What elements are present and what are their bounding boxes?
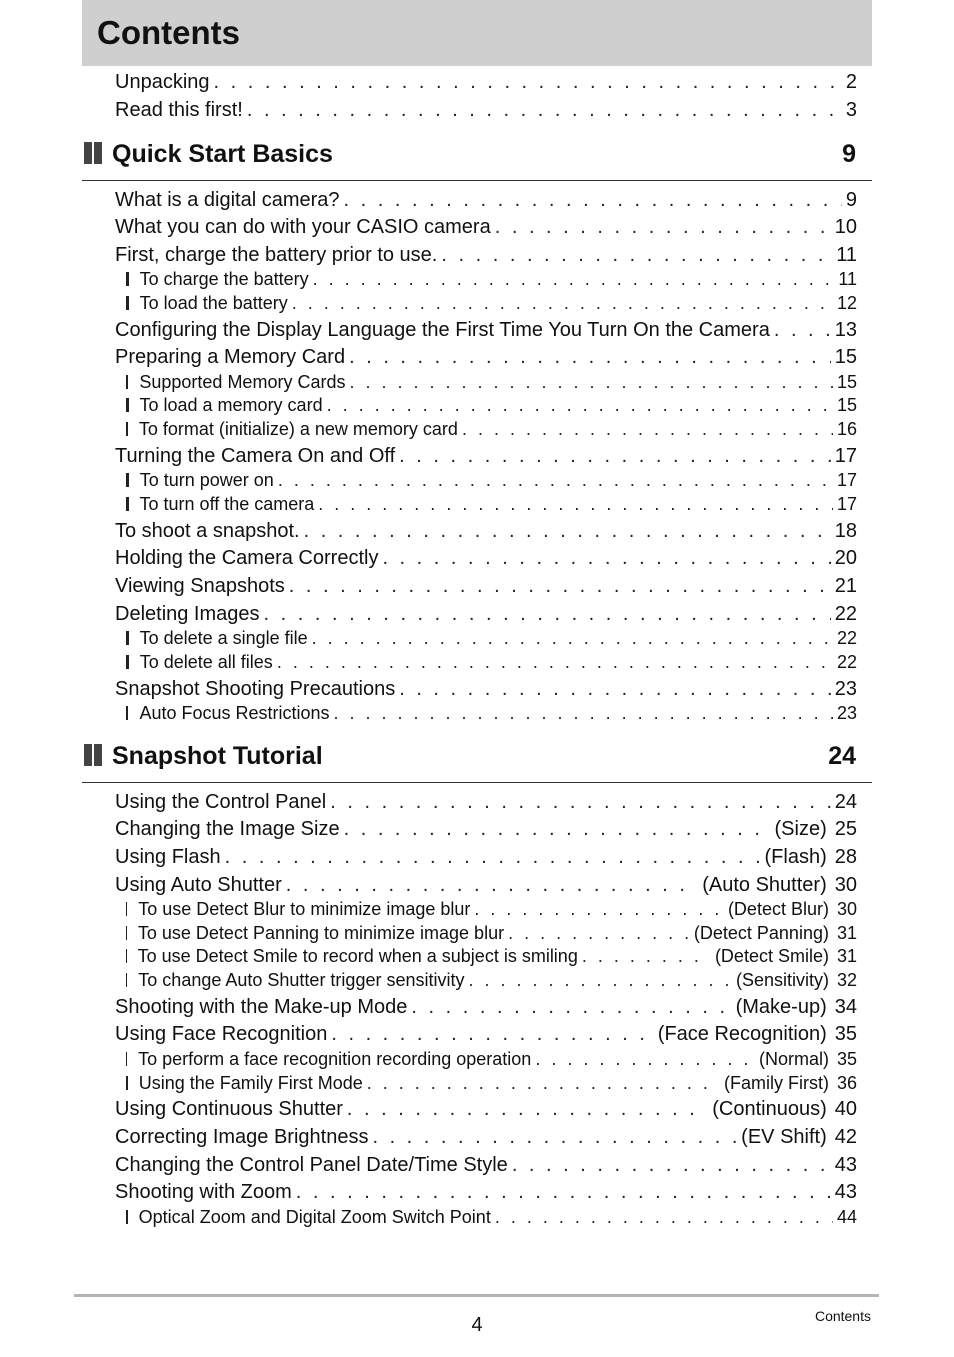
toc-entry-mode-tag: (EV Shift) [741,1126,827,1148]
dot-leader [289,574,831,598]
toc-entry-page: 17 [836,470,857,490]
toc-entry-label: Deleting Images [115,603,260,625]
toc-entry-label: Optical Zoom and Digital Zoom Switch Point [138,1207,491,1227]
bullet-icon [126,949,127,963]
toc-entry-mode-tag: (Face Recognition) [657,1023,827,1045]
toc-entry-to-use-detect-smile-to-record-when-a-subject-is-smiling[interactable] [126,945,857,967]
toc-entry-shooting-with-zoom[interactable] [115,1180,857,1204]
toc-entry-optical-zoom-and-digital-zoom-switch-point[interactable] [126,1206,857,1228]
bullet-icon [126,422,128,436]
dot-leader [312,627,833,649]
toc-entry-label: Turning the Camera On and Off [115,445,396,467]
toc-entry-label: Configuring the Display Language the First Time You Turn On the Camera [115,319,770,341]
dot-leader [535,1048,755,1070]
bullet-icon [126,655,129,669]
toc-entry-page: 25 [834,818,857,840]
toc-entry-page: 32 [836,970,857,990]
toc-entry-label: To delete all files [139,652,273,672]
section-title: Quick Start Basics [112,140,333,168]
dot-leader [582,945,711,967]
toc-entry-turning-the-camera-on-and-off[interactable] [115,444,857,468]
dot-leader [304,519,831,543]
section-page: 24 [828,742,856,770]
toc-entry-page: 2 [845,71,857,93]
toc-entry-label: Preparing a Memory Card [115,346,346,368]
toc-entry-page: 35 [834,1023,857,1045]
toc-entry-to-load-the-battery[interactable] [126,292,857,314]
toc-entry-mode-tag: (Auto Shutter) [702,874,827,896]
toc-entry-changing-the-image-size[interactable] [115,817,857,841]
bullet-icon [126,473,129,487]
dot-leader [399,677,831,701]
toc-entry-label: Auto Focus Restrictions [139,703,330,723]
toc-entry-to-turn-off-the-camera[interactable] [126,493,857,515]
dot-leader [334,702,833,724]
toc-entry-label: Using Flash [115,846,221,868]
toc-entry-using-face-recognition[interactable] [115,1022,857,1046]
toc-entry-to-turn-power-on[interactable] [126,469,857,491]
toc-entry-label: Holding the Camera Correctly [115,547,379,569]
toc-entry-label: To change Auto Shutter trigger sensitivity [138,970,465,990]
dot-leader [264,602,831,626]
toc-entry-auto-focus-restrictions[interactable] [126,702,857,724]
toc-entry-page: 31 [836,946,857,966]
toc-entry-page: 17 [836,494,857,514]
dot-leader [774,318,831,342]
toc-entry-label: To use Detect Smile to record when a subject is smiling [137,946,578,966]
toc-entry-preparing-a-memory-card[interactable] [115,345,857,369]
toc-entry-label: To charge the battery [139,269,309,289]
dot-leader [474,898,724,920]
toc-entry-label: Changing the Control Panel Date/Time Style [115,1154,508,1176]
toc-entry-page: 24 [834,791,857,813]
dot-leader [344,817,771,841]
toc-entry-page: 42 [834,1126,857,1148]
toc-entry-to-use-detect-blur-to-minimize-image-blur[interactable] [126,898,857,920]
toc-entry-label: What you can do with your CASIO camera [115,216,491,238]
toc-entry-label: Unpacking [115,71,210,93]
toc-entry-correcting-image-brightness[interactable] [115,1125,857,1149]
toc-entry-label: Correcting Image Brightness [115,1126,369,1148]
toc-entry-page: 30 [836,899,857,919]
dot-leader [225,845,761,869]
contents-title-bar [82,0,872,66]
dot-leader [331,1022,653,1046]
dot-leader [277,651,833,673]
bullet-icon [126,902,127,916]
dot-leader [296,1180,831,1204]
toc-entry-label: To use Detect Blur to minimize image blur [138,899,471,919]
toc-entry-label: Using Face Recognition [115,1023,328,1045]
toc-entry-using-the-control-panel[interactable] [115,790,857,814]
toc-entry-label: Viewing Snapshots [115,575,285,597]
page-number: 4 [471,1314,483,1336]
page-title: Contents [97,14,240,51]
toc-entry-page: 15 [836,372,857,392]
toc-entry-page: 20 [834,547,857,569]
toc-entry-label: To load a memory card [139,395,323,415]
bullet-icon [126,1052,127,1066]
toc-entry-to-delete-a-single-file[interactable] [126,627,857,649]
toc-entry-page: 35 [836,1049,857,1069]
dot-leader [247,98,842,122]
toc-entry-to-shoot-a-snapshot[interactable] [115,519,857,543]
toc-entry-using-the-family-first-mode[interactable] [126,1072,857,1094]
toc-entry-label: Supported Memory Cards [139,372,346,392]
bullet-icon [126,296,129,310]
toc-entry-to-use-detect-panning-to-minimize-image-blur[interactable] [126,922,857,944]
toc-entry-to-format-initialize-a-new-memory-card[interactable] [126,418,857,440]
toc-entry-using-flash[interactable] [115,845,857,869]
toc-entry-page: 34 [834,996,857,1018]
toc-entry-page: 36 [836,1073,857,1093]
dot-leader [292,292,833,314]
toc-entry-page: 28 [834,846,857,868]
toc-entry-label: To perform a face recognition recording operation [138,1049,532,1069]
toc-entry-page: 17 [834,445,857,467]
toc-entry-what-is-a-digital-camera[interactable] [115,188,857,212]
bullet-icon [126,926,127,940]
toc-entry-page: 40 [834,1098,857,1120]
toc-entry-mode-tag: (Flash) [764,846,827,868]
dot-leader [344,188,842,212]
toc-entry-read-this-first[interactable] [115,98,857,122]
dot-leader [349,345,831,369]
toc-entry-page: 21 [834,575,857,597]
dot-leader [411,995,731,1019]
toc-entry-holding-the-camera-correctly[interactable] [115,546,857,570]
toc-entry-mode-tag: (Detect Smile) [714,946,829,966]
toc-entry-using-auto-shutter[interactable] [115,873,857,897]
toc-entry-label: To use Detect Panning to minimize image blur [137,923,505,943]
dot-leader [313,268,835,290]
toc-entry-label: Read this first! [115,99,243,121]
toc-entry-mode-tag: (Sensitivity) [735,970,829,990]
dot-leader [214,70,842,94]
toc-entry-supported-memory-cards[interactable] [126,371,857,393]
bullet-icon [126,375,128,389]
toc-entry-page: 44 [836,1207,857,1227]
dot-leader [347,1097,708,1121]
toc-entry-to-change-auto-shutter-trigger-sensitivity[interactable] [126,969,857,991]
dot-leader [318,493,833,515]
toc-entry-to-perform-a-face-recognition-recording-operation[interactable] [126,1048,857,1070]
toc-entry-mode-tag: (Detect Panning) [693,923,829,943]
toc-entry-label: Snapshot Shooting Precautions [115,678,396,700]
toc-entry-page: 12 [836,293,857,313]
toc-entry-label: To load the battery [139,293,288,313]
toc-entry-mode-tag: (Normal) [758,1049,829,1069]
dot-leader [399,444,831,468]
toc-entry-label: Using the Control Panel [115,791,327,813]
toc-entry-page: 10 [834,216,857,238]
toc-entry-label: To format (initialize) a new memory card [138,419,458,439]
dot-leader [372,1125,737,1149]
toc-entry-mode-tag: (Detect Blur) [727,899,829,919]
footer-section-label: Contents [814,1308,871,1324]
bullet-icon [126,1210,128,1224]
toc-entry-shooting-with-the-make-up-mode[interactable] [115,995,857,1019]
toc-entry-viewing-snapshots[interactable] [115,574,857,598]
toc-entry-to-load-a-memory-card[interactable] [126,394,857,416]
toc-entry-label: What is a digital camera? [115,189,340,211]
toc-entry-snapshot-shooting-precautions[interactable] [115,677,857,701]
dot-leader [462,418,833,440]
dot-leader [512,1153,831,1177]
toc-entry-mode-tag: (Make-up) [735,996,827,1018]
toc-entry-to-charge-the-battery[interactable] [126,268,857,290]
toc-entry-mode-tag: (Continuous) [712,1098,827,1120]
toc-entry-label: To delete a single file [139,628,308,648]
toc-entry-deleting-images[interactable] [115,602,857,626]
dot-leader [286,873,698,897]
toc-entry-page: 11 [838,269,857,289]
toc-entry-label: Using Continuous Shutter [115,1098,343,1120]
toc-entry-label: To turn power on [139,470,274,490]
section-title: Snapshot Tutorial [112,742,323,770]
toc-entry-configuring-the-display-language-the-first-time-you-turn-on-the-camera[interactable] [115,318,857,342]
dot-leader [508,922,690,944]
toc-entry-label: Shooting with Zoom [115,1181,292,1203]
toc-entry-page: 11 [836,244,857,266]
toc-entry-mode-tag: (Family First) [723,1073,829,1093]
bullet-icon [126,398,129,412]
toc-entry-page: 22 [834,603,857,625]
toc-entry-page: 13 [834,319,857,341]
bullet-icon [126,1076,128,1090]
section-marker-icon [82,142,104,164]
toc-entry-page: 9 [845,189,857,211]
toc-entry-page: 31 [836,923,857,943]
toc-entry-page: 15 [834,346,857,368]
bullet-icon [126,706,128,720]
toc-entry-using-continuous-shutter[interactable] [115,1097,857,1121]
toc-entry-unpacking[interactable] [115,70,857,94]
toc-entry-page: 23 [834,678,857,700]
toc-entry-first-charge-the-battery-prior-to-use[interactable] [115,243,857,267]
toc-entry-changing-the-control-panel-date-time-style[interactable] [115,1153,857,1177]
toc-entry-page: 16 [836,419,857,439]
footer-divider [74,1294,879,1297]
toc-entry-what-you-can-do-with-your-casio-camera[interactable] [115,215,857,239]
toc-entry-page: 18 [834,520,857,542]
toc-entry-page: 22 [836,652,857,672]
section-header-snapshot-tutorial[interactable] [82,742,872,783]
dot-leader [495,215,831,239]
toc-entry-page: 43 [834,1154,857,1176]
bullet-icon [126,973,127,987]
dot-leader [367,1072,720,1094]
toc-entry-label: Using the Family First Mode [138,1073,363,1093]
toc-entry-page: 23 [836,703,857,723]
dot-leader [468,969,731,991]
toc-entry-label: Shooting with the Make-up Mode [115,996,408,1018]
toc-entry-label: Changing the Image Size [115,818,340,840]
toc-entry-page: 3 [845,99,857,121]
dot-leader [278,469,833,491]
toc-entry-page: 22 [836,628,857,648]
dot-leader [327,394,833,416]
toc-entry-page: 15 [836,395,857,415]
toc-entry-label: Using Auto Shutter [115,874,282,896]
toc-entry-page: 30 [834,874,857,896]
toc-entry-label: To turn off the camera [139,494,315,514]
dot-leader [495,1206,833,1228]
bullet-icon [126,631,129,645]
toc-entry-page: 43 [834,1181,857,1203]
dot-leader [441,243,832,267]
section-page: 9 [842,140,856,168]
dot-leader [382,546,830,570]
section-header-quick-start-basics[interactable] [82,140,872,181]
toc-entry-label: First, charge the battery prior to use. [115,244,438,266]
section-marker-icon [82,744,104,766]
bullet-icon [126,497,129,511]
toc-entry-to-delete-all-files[interactable] [126,651,857,673]
dot-leader [330,790,831,814]
dot-leader [349,371,833,393]
bullet-icon [126,272,129,286]
toc-entry-mode-tag: (Size) [774,818,827,840]
toc-entry-label: To shoot a snapshot. [115,520,300,542]
